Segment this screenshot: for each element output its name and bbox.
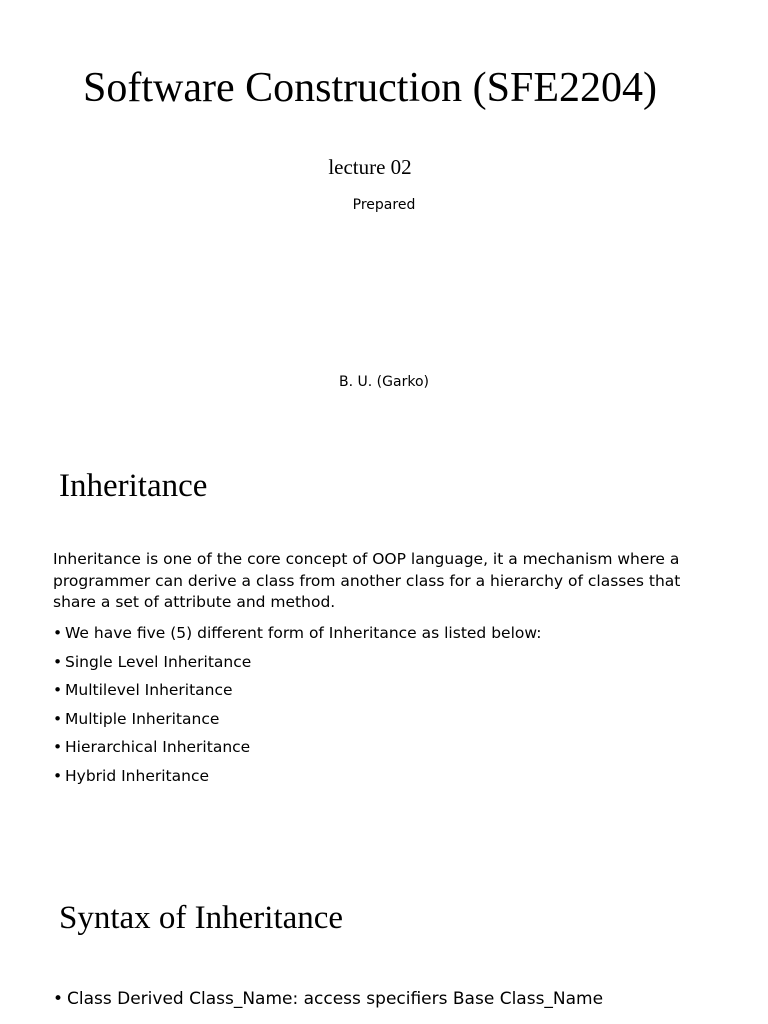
bullet-text: We have five (5) different form of Inheritance as listed below: [65,624,542,642]
bullet-icon: • [53,624,63,642]
syntax-title: Syntax of Inheritance [59,900,344,936]
syntax-bullet-list [53,985,603,1013]
syntax-slide [0,860,768,1024]
inheritance-slide [0,430,768,860]
bullet-text: Hybrid Inheritance [65,766,210,785]
bullet-icon: • [53,738,63,757]
presentation-title: Software Construction (SFE2204) [83,65,657,111]
bullet-icon: • [53,766,63,785]
list-item [53,985,603,1013]
list-item [53,733,541,762]
author-name: B. U. (Garko) [339,374,429,390]
list-item [53,676,541,705]
inheritance-bullet-list [53,619,541,791]
inheritance-intro: Inheritance is one of the core concept of OOP language, it a mechanism where a programmer can derive a class from another class for a hierarchy of classes that share a set of attribute and method. [53,550,681,611]
list-item [53,619,541,648]
bullet-text: Multilevel Inheritance [65,681,233,700]
bullet-text: Hierarchical Inheritance [65,738,251,757]
lecture-subtitle: lecture 02 [328,155,412,179]
prepared-label: Prepared [352,197,416,213]
title-slide [0,0,768,430]
list-item [53,648,541,677]
bullet-icon: • [53,989,64,1009]
inheritance-title: Inheritance [59,468,208,504]
bullet-icon: • [53,681,63,700]
list-item [53,762,541,791]
bullet-icon: • [53,652,63,671]
list-item [53,705,541,734]
bullet-text: Single Level Inheritance [65,652,252,671]
bullet-icon: • [53,709,63,728]
bullet-text: Class Derived Class_Name: access specifiers Base Class_Name [67,989,604,1009]
bullet-text: Multiple Inheritance [65,709,220,728]
